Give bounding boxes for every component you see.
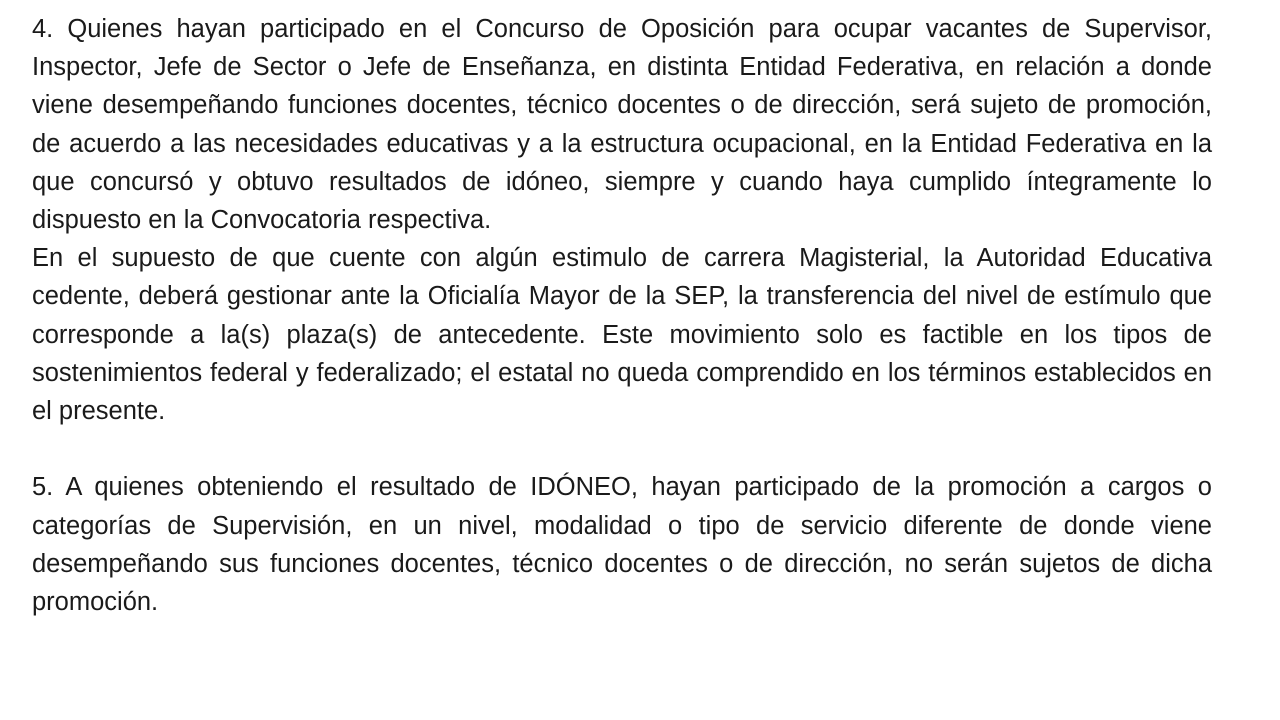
paragraph-item-5: 5. A quienes obteniendo el resultado de IDÓNEO, hayan participado de la promoción a cargos o categorías de Supervisión, en un nivel, modalidad o tipo de servicio diferente de donde viene desempeñando sus funciones docentes, técnico docentes o de dirección, no serán sujetos de dicha promoción.: [32, 473, 1212, 617]
paragraph-item-4: 4. Quienes hayan participado en el Concurso de Oposición para ocupar vacantes de Supervisor, Inspector, Jefe de Sector o Jefe de Enseñanza, en distinta Entidad Federativa, en relación a donde viene desempeñando funciones docentes, técnico docentes o de dirección, será sujeto de promoción, de acuerdo a las necesidades educativas y a la estructura ocupacional, en la Entidad Federativa en la que concursó y obtuvo resultados de idóneo, siempre y cuando haya cumplido íntegramente lo dispuesto en la Convocatoria respectiva.: [32, 15, 1212, 235]
paragraph-stimulus-transfer: En el supuesto de que cuente con algún estimulo de carrera Magisterial, la Autoridad Educativa cedente, deberá gestionar ante la Oficialía Mayor de la SEP, la transferencia del nivel de estímulo que corresponde a la(s) plaza(s) de antecedente. Este movimiento solo es factible en los tipos de sostenimientos federal y federalizado; el estatal no queda comprendido en los términos establecidos en el presente.: [32, 244, 1212, 426]
document-body: [32, 10, 1212, 621]
paragraph-spacer: [32, 430, 1212, 468]
